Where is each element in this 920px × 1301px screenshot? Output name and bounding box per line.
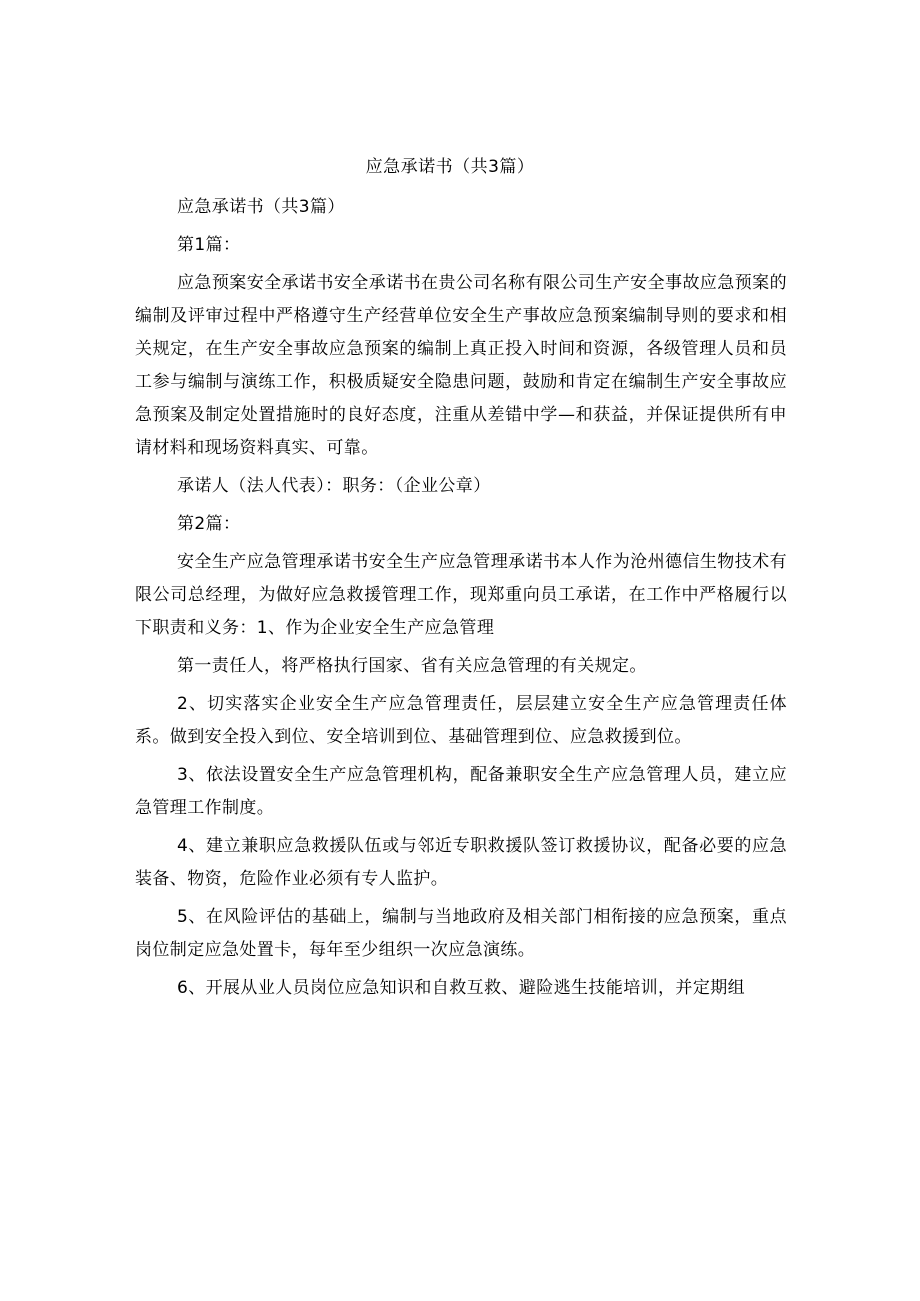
paragraph-first-responsible: 第一责任人，将严格执行国家、省有关应急管理的有关规定。 bbox=[177, 656, 647, 676]
paragraph-item-3: 3、依法设置安全生产应急管理机构，配备兼职安全生产应急管理人员，建立应急管理工作制度。 bbox=[135, 765, 787, 818]
paragraph-signature-line: 承诺人（法人代表）：职务：（企业公章） bbox=[177, 476, 491, 496]
paragraph-part-1-body: 应急预案安全承诺书安全承诺书在贵公司名称有限公司生产安全事故应急预案的编制及评审过程中严格遵守生产经营单位安全生产事故应急预案编制导则的要求和相关规定，在生产安全事故应急预案的编制上真正投入时间和资源，各级管理人员和员工参与编制与演练工作，积极质疑安全隐患问题，鼓励和肯定在编制生产安全事故应急预案及制定处置措施时的良好态度，注重从差错中学—和获益，并保证提供所有申请材料和现场资料真实、可靠。 bbox=[135, 273, 787, 458]
paragraph-part-2-heading: 第2篇： bbox=[177, 514, 241, 534]
paragraph-part-2-intro: 安全生产应急管理承诺书安全生产应急管理承诺书本人作为沧州德信生物技术有限公司总经理，为做好应急救援管理工作，现郑重向员工承诺，在工作中严格履行以下职责和义务：1、作为企业安全生产应急管理 bbox=[135, 552, 787, 638]
paragraph-item-4: 4、建立兼职应急救援队伍或与邻近专职救援队签订救援协议，配备必要的应急装备、物资，危险作业必须有专人监护。 bbox=[135, 836, 787, 889]
paragraph-item-6: 6、开展从业人员岗位应急知识和自救互救、避险逃生技能培训，并定期组 bbox=[177, 978, 746, 998]
paragraph-subtitle: 应急承诺书（共3篇） bbox=[177, 197, 345, 217]
document-body bbox=[135, 191, 787, 1010]
paragraph-part-1-heading: 第1篇： bbox=[177, 235, 241, 255]
paragraph-item-5: 5、在风险评估的基础上，编制与当地政府及相关部门相衔接的应急预案，重点岗位制定应急处置卡，每年至少组织一次应急演练。 bbox=[135, 907, 787, 960]
paragraph-item-2: 2、切实落实企业安全生产应急管理责任，层层建立安全生产应急管理责任体系。做到安全投入到位、安全培训到位、基础管理到位、应急救援到位。 bbox=[135, 694, 787, 747]
document-title: 应急承诺书（共3篇） bbox=[365, 157, 535, 177]
